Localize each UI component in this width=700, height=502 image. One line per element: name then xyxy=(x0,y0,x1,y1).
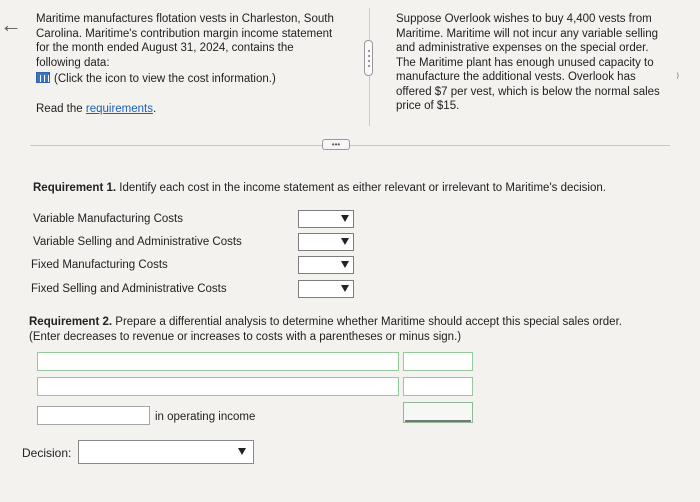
decision-select[interactable] xyxy=(78,440,254,464)
splitter-handle-icon[interactable] xyxy=(364,40,373,76)
requirement2-text: Prepare a differential analysis to determine whether Maritime should accept this special sales order. xyxy=(112,316,622,328)
requirement2-note: (Enter decreases to revenue or increases to costs with a parentheses or minus sign.) xyxy=(29,330,462,343)
requirement1-heading xyxy=(33,181,673,196)
operating-income-change-input[interactable] xyxy=(37,406,150,425)
analysis-row2-amount-input[interactable] xyxy=(403,377,473,396)
requirements-link[interactable]: requirements xyxy=(85,102,153,115)
read-prefix: Read the xyxy=(36,102,86,115)
requirement2-heading xyxy=(29,315,674,344)
requirement1-title: Requirement 1. xyxy=(33,182,117,194)
edge-marker: ⁾ xyxy=(676,70,680,85)
read-suffix: . xyxy=(153,102,157,115)
decision-label: Decision: xyxy=(22,446,72,460)
problem-intro: Maritime manufactures flotation vests in Charleston, South Carolina. Maritime's contribution margin income statement for the month ended August 31, 2024, contains the following data: xyxy=(36,13,334,69)
cost-label-fixed-selling-admin: Fixed Selling and Administrative Costs xyxy=(31,283,227,295)
dropdown-caret-icon xyxy=(341,285,349,292)
read-requirements-row xyxy=(36,102,341,117)
back-arrow-icon[interactable]: ← xyxy=(0,12,22,37)
requirement2-instruction xyxy=(29,315,674,330)
cost-label-variable-manufacturing: Variable Manufacturing Costs xyxy=(33,213,183,225)
dropdown-caret-icon xyxy=(238,448,246,455)
dropdown-caret-icon xyxy=(341,261,349,268)
analysis-row1-amount-input[interactable] xyxy=(403,352,473,371)
dropdown-caret-icon xyxy=(341,238,349,245)
cost-label-variable-selling-admin: Variable Selling and Administrative Costs xyxy=(33,236,242,248)
double-underline xyxy=(405,420,471,422)
requirement1-text: Identify each cost in the income statement as either relevant or irrelevant to Maritime's decision. xyxy=(116,182,606,194)
requirement2-title: Requirement 2. xyxy=(29,316,113,328)
analysis-row2-label-input[interactable] xyxy=(37,377,399,396)
relevance-select-fixed-manufacturing[interactable] xyxy=(298,256,354,274)
problem-left-panel xyxy=(36,12,341,116)
cost-info-row[interactable] xyxy=(36,72,341,87)
relevance-select-variable-manufacturing[interactable] xyxy=(298,210,354,228)
cost-label-fixed-manufacturing: Fixed Manufacturing Costs xyxy=(31,259,168,271)
dropdown-caret-icon xyxy=(341,215,349,222)
relevance-select-variable-selling-admin[interactable] xyxy=(298,233,354,251)
spreadsheet-icon[interactable] xyxy=(36,72,50,83)
expand-dots-button[interactable]: ••• xyxy=(322,139,350,150)
relevance-select-fixed-selling-admin[interactable] xyxy=(298,280,354,298)
operating-income-suffix: in operating income xyxy=(155,411,256,423)
problem-right-panel: Suppose Overlook wishes to buy 4,400 vests from Maritime. Maritime will not incur any variable selling and administrative expenses on the special order. The Maritime plant has enough unused capacity to manufacture the additional vests. Overlook has offered $7 per vest, which is below the normal sales price of $15. xyxy=(396,13,660,112)
cost-info-link[interactable]: (Click the icon to view the cost information.) xyxy=(54,73,276,85)
analysis-row1-label-input[interactable] xyxy=(37,352,399,371)
section-divider xyxy=(30,145,670,146)
